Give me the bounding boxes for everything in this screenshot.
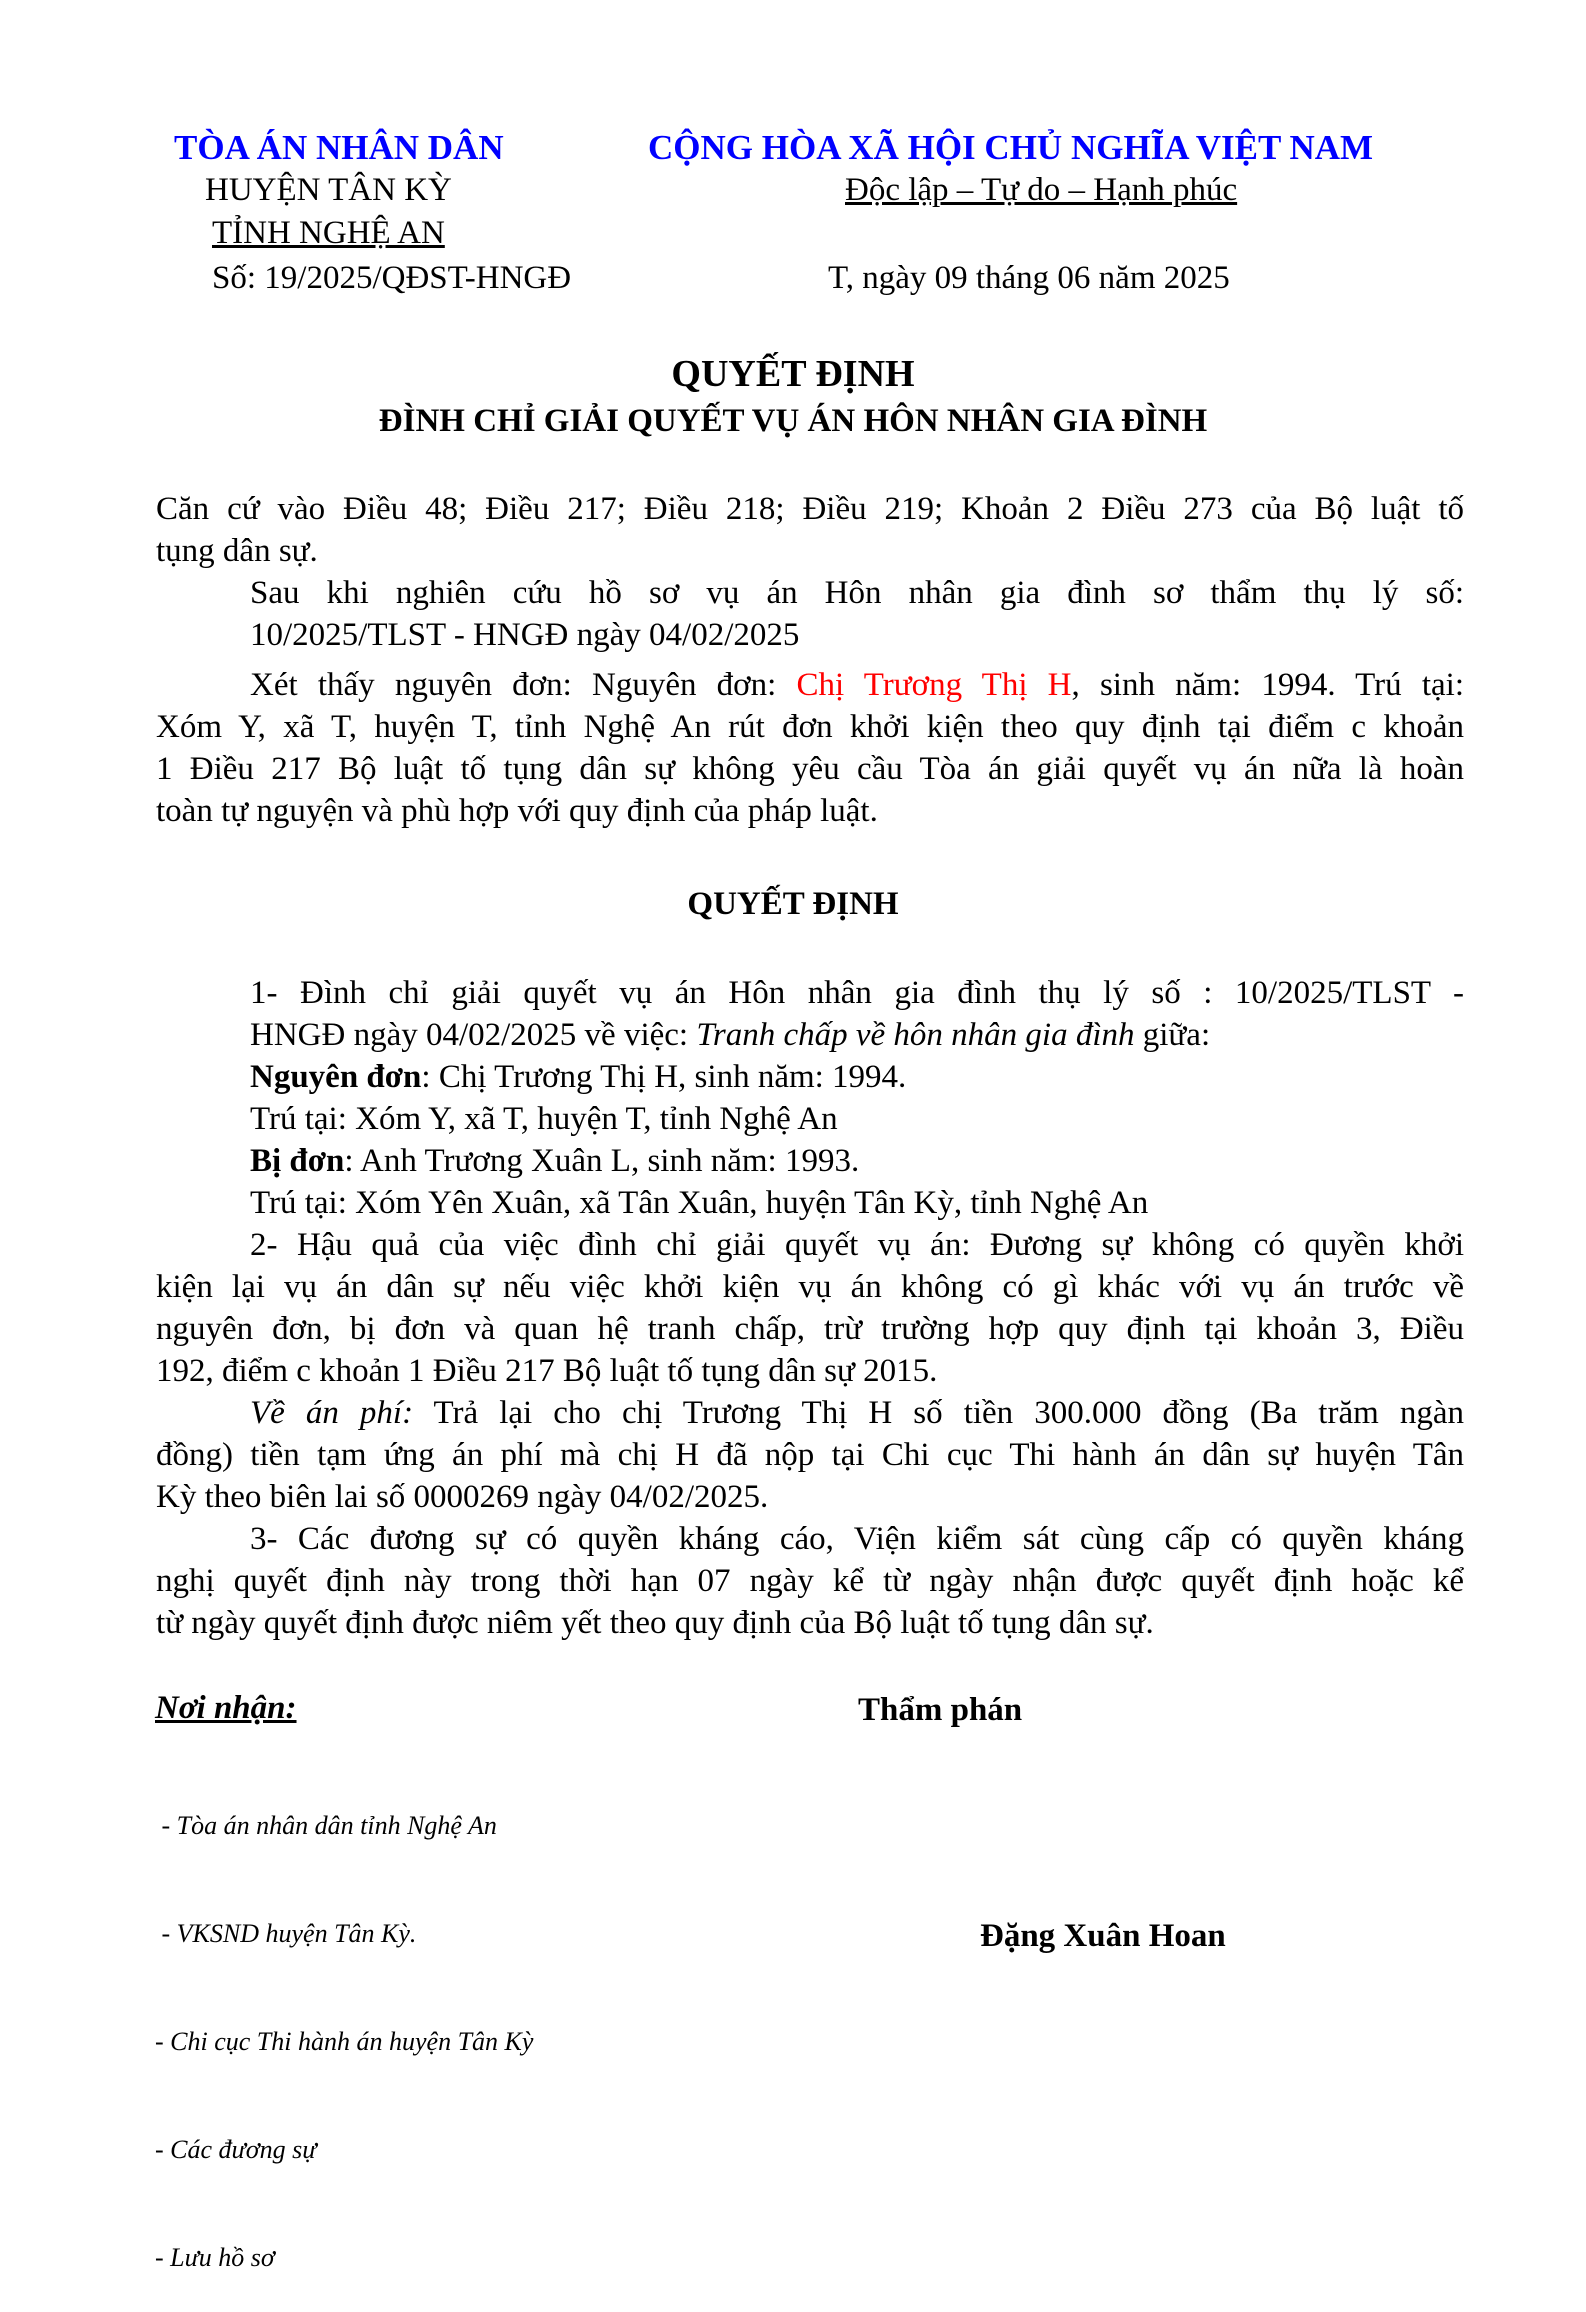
recipient-item: - VKSND huyện Tân Kỳ. <box>155 1919 417 1948</box>
plaintiff-label: Nguyên đơn <box>250 1059 422 1095</box>
decision-number: Số: 19/2025/QĐST-HNGĐ <box>212 260 572 296</box>
signature-title: Thẩm phán <box>858 1692 1023 1728</box>
item-2-line: 2- Hậu quả của việc đình chỉ giải quyết vụ án: Đương sự không có quyền khởi <box>250 1227 1464 1263</box>
defendant-line <box>250 1140 1464 1182</box>
item-1-suffix: giữa: <box>1134 1017 1211 1053</box>
fee-first-line <box>156 1392 1464 1434</box>
nation-title: CỘNG HÒA XÃ HỘI CHỦ NGHĨA VIỆT NAM <box>648 128 1374 167</box>
recipients-list <box>155 1736 533 2312</box>
consideration-line: 1 Điều 217 Bộ luật tố tụng dân sự không yêu cầu Tòa án giải quyết vụ án nữa là hoàn <box>156 751 1464 787</box>
court-name: TÒA ÁN NHÂN DÂN <box>174 128 504 167</box>
fee-label: Về án phí: <box>250 1395 414 1431</box>
fee-text: Trả lại cho chị Trương Thị H số tiền 300.000 đồng (Ba trăm ngàn <box>413 1395 1464 1431</box>
defendant-value: : Anh Trương Xuân L, sinh năm: 1993. <box>344 1143 860 1179</box>
item-2-line: kiện lại vụ án dân sự nếu việc khởi kiện vụ án không có gì khác với vụ án trước về <box>156 1269 1464 1305</box>
case-study-line: 10/2025/TLST - HNGĐ ngày 04/02/2025 <box>250 617 800 653</box>
plaintiff-highlight: Chị Trương Thị H <box>796 667 1072 703</box>
consideration-prefix: Xét thấy nguyên đơn: Nguyên đơn: <box>250 667 797 703</box>
recipient-item: - Tòa án nhân dân tỉnh Nghệ An <box>155 1811 497 1840</box>
national-motto: Độc lập – Tự do – Hạnh phúc <box>845 172 1238 208</box>
fee-line: đồng) tiền tạm ứng án phí mà chị H đã nộp tại Chi cục Thi hành án dân sự huyện Tân <box>156 1437 1464 1473</box>
consideration-suffix: , sinh năm: 1994. Trú tại: <box>1071 667 1465 703</box>
case-study-line: Sau khi nghiên cứu hồ sơ vụ án Hôn nhân gia đình sơ thẩm thụ lý số: <box>250 575 1464 611</box>
court-fee-paragraph <box>156 1392 1464 1518</box>
consideration-first-line <box>156 664 1464 706</box>
item-2-line: 192, điểm c khoản 1 Điều 217 Bộ luật tố tụng dân sự 2015. <box>156 1353 938 1389</box>
document-subtitle: ĐÌNH CHỈ GIẢI QUYẾT VỤ ÁN HÔN NHÂN GIA ĐÌNH <box>378 403 1208 439</box>
item-3-line: từ ngày quyết định được niêm yết theo quy định của Bộ luật tố tụng dân sự. <box>156 1605 1154 1641</box>
consideration-line: toàn tự nguyện và phù hợp với quy định của pháp luật. <box>156 793 878 829</box>
fee-line: Kỳ theo biên lai số 0000269 ngày 04/02/2025. <box>156 1479 769 1515</box>
plaintiff-line <box>250 1056 1464 1098</box>
decision-item-3 <box>156 1518 1464 1644</box>
case-study-paragraph <box>250 572 1464 656</box>
item-3-line: nghị quyết định này trong thời hạn 07 ngày kể từ ngày nhận được quyết định hoặc kể <box>156 1563 1464 1599</box>
dispute-type: Tranh chấp về hôn nhân gia đình <box>696 1017 1135 1053</box>
recipient-item: - Chi cục Thi hành án huyện Tân Kỳ <box>155 2027 534 2056</box>
place-date: T, ngày 09 tháng 06 năm 2025 <box>828 260 1230 296</box>
decision-heading: QUYẾT ĐỊNH <box>687 886 899 922</box>
decision-item-1 <box>250 972 1464 1224</box>
plaintiff-address: Trú tại: Xóm Y, xã T, huyện T, tỉnh Nghệ An <box>250 1101 838 1137</box>
consideration-line: Xóm Y, xã T, huyện T, tỉnh Nghệ An rút đơn khởi kiện theo quy định tại điểm c khoản <box>156 709 1464 745</box>
court-province: TỈNH NGHỆ AN <box>212 215 445 251</box>
legal-basis-line: Căn cứ vào Điều 48; Điều 217; Điều 218; Điều 219; Khoản 2 Điều 273 của Bộ luật tố <box>156 491 1464 527</box>
legal-basis <box>156 488 1464 572</box>
court-district: HUYỆN TÂN KỲ <box>205 172 452 208</box>
item-1-prefix: HNGĐ ngày 04/02/2025 về việc: <box>250 1017 697 1053</box>
defendant-label: Bị đơn <box>250 1143 345 1179</box>
item-3-line: 3- Các đương sự có quyền kháng cáo, Viện kiểm sát cùng cấp có quyền kháng <box>250 1521 1464 1557</box>
recipient-item: - Các đương sự <box>155 2135 317 2164</box>
decision-item-2 <box>156 1224 1464 1392</box>
legal-basis-line: tụng dân sự. <box>156 533 318 569</box>
item-2-line: nguyên đơn, bị đơn và quan hệ tranh chấp, trừ trường hợp quy định tại khoản 3, Điều <box>156 1311 1464 1347</box>
item-1-line <box>250 1014 1464 1056</box>
recipients-heading: Nơi nhận: <box>155 1690 297 1726</box>
item-1-line: 1- Đình chỉ giải quyết vụ án Hôn nhân gia đình thụ lý số : 10/2025/TLST - <box>250 975 1464 1011</box>
signer-name: Đặng Xuân Hoan <box>980 1918 1226 1954</box>
document-title: QUYẾT ĐỊNH <box>671 353 915 395</box>
plaintiff-value: : Chị Trương Thị H, sinh năm: 1994. <box>421 1059 907 1095</box>
defendant-address: Trú tại: Xóm Yên Xuân, xã Tân Xuân, huyện Tân Kỳ, tỉnh Nghệ An <box>250 1185 1149 1221</box>
consideration-paragraph <box>156 664 1464 832</box>
recipient-item: - Lưu hồ sơ <box>155 2243 275 2272</box>
